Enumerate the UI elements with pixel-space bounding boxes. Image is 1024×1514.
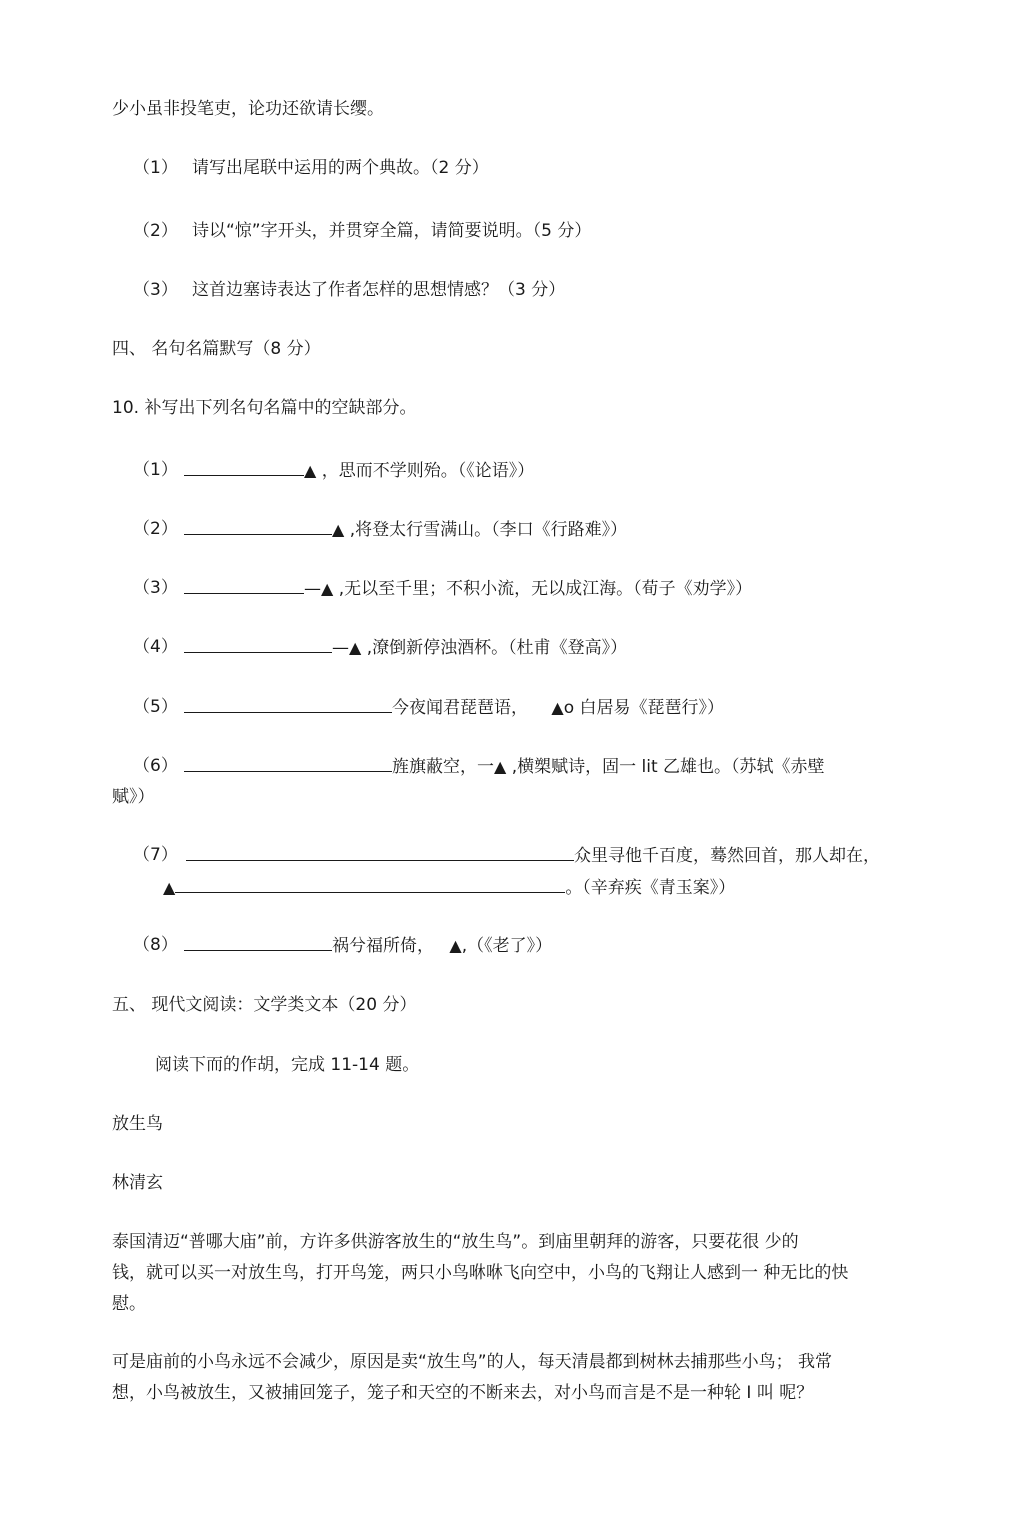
fill-7-text: 众里寻他千百度，蓦然回首，那人却在，: [574, 846, 880, 866]
question-2-text: 诗以“惊”字开头，并贯穿全篇，请简要说明。（5 分）: [192, 221, 592, 241]
question-3-text: 这首边塞诗表达了作者怎样的思想情感？（3 分）: [192, 280, 566, 300]
fill-2-blank[interactable]: [184, 518, 332, 535]
fill-4-marker: ▲: [349, 638, 362, 657]
fill-1-number: （1）: [133, 460, 178, 480]
article-author: 林清玄: [112, 1173, 163, 1193]
fill-8-line: [184, 934, 552, 957]
fill-3-marker: ▲: [321, 579, 334, 598]
fill-5-number: （5）: [133, 697, 178, 717]
fill-6-number: （6）: [133, 756, 178, 776]
fill-4-blank[interactable]: [184, 636, 332, 653]
fill-4-text: ,潦倒新停浊酒杯。（杜甫《登高》）: [366, 638, 628, 658]
fill-8-number: （8）: [133, 935, 178, 955]
fill-5-marker: ▲: [551, 698, 564, 717]
fill-1-marker: ▲: [304, 461, 317, 480]
paragraph-2-line-2: 想，小鸟被放生，又被捕回笼子，笼子和天空的不断来去，对小鸟而言是不是一种轮 I 叫 呢？: [112, 1383, 814, 1403]
fill-6-marker: ▲: [494, 757, 507, 776]
fill-6-text: 旌旗蔽空，一: [392, 757, 494, 777]
fill-4-line: [184, 636, 627, 659]
question-10-heading: 10. 补写出下列名句名篇中的空缺部分。: [112, 398, 417, 418]
paragraph-2-line-1: 可是庙前的小鸟永远不会减少，原因是卖“放生鸟”的人，每天清晨都到树林去捕那些小鸟； 我常: [112, 1352, 833, 1372]
fill-6-source: ,横槊赋诗，固一 lit 乙雄也。（苏轼《赤壁: [511, 757, 825, 777]
fill-2-line: [184, 518, 627, 541]
fill-7-blank-1[interactable]: [186, 844, 574, 861]
fill-3-dash: —: [304, 579, 321, 599]
fill-5-blank[interactable]: [184, 696, 392, 713]
paragraph-1-line-1: 泰国清迈“普哪大庙”前，方许多供游客放生的“放生鸟”。到庙里朝拜的游客，只要花很 少的: [112, 1232, 799, 1252]
fill-7-number: （7）: [133, 845, 178, 865]
section-4-heading: 四、 名句名篇默写（8 分）: [112, 339, 321, 359]
fill-3-blank[interactable]: [184, 577, 304, 594]
question-1-text: 请写出尾联中运用的两个典故。（2 分）: [192, 158, 489, 178]
fill-8-blank[interactable]: [184, 934, 332, 951]
article-paragraph-2: [112, 1347, 902, 1409]
fill-8-text: 祸兮福所倚，: [332, 936, 434, 956]
fill-7-line: [186, 844, 880, 867]
fill-8-marker: ▲: [449, 936, 462, 955]
fill-1-line: [184, 459, 534, 482]
fill-2-text: ,将登太行雪满山。（李口《行路难》）: [349, 520, 628, 540]
fill-4-dash: —: [332, 638, 349, 658]
article-title: 放生鸟: [112, 1114, 163, 1134]
question-1-number: （1）: [133, 158, 178, 178]
fill-7-blank-2[interactable]: [175, 876, 565, 893]
fill-5-source: o 白居易《琵琶行》）: [563, 698, 725, 718]
section-5-heading: 五、 现代文阅读：文学类文本（20 分）: [112, 995, 417, 1015]
fill-7-source: 。（辛弃疾《青玉案》）: [565, 878, 736, 898]
fill-1-text: ，思而不学则殆。（《论语》）: [321, 461, 535, 481]
fill-3-text: ,无以至千里；不积小流，无以成江海。（荀子《劝学》）: [338, 579, 753, 599]
question-2-number: （2）: [133, 221, 178, 241]
fill-6-blank[interactable]: [184, 755, 392, 772]
paragraph-1-line-3: 慰。: [112, 1294, 146, 1314]
fill-3-number: （3）: [133, 578, 178, 598]
fill-5-line: [184, 696, 724, 719]
fill-4-number: （4）: [133, 637, 178, 657]
poem-last-line: 少小虽非投笔吏，论功还欲请长缨。: [112, 99, 384, 119]
fill-3-line: [184, 577, 752, 600]
reading-instruction: 阅读下而的作胡，完成 11-14 题。: [155, 1055, 420, 1075]
fill-8-source: ,（《老了》）: [461, 936, 553, 956]
paragraph-1-line-2: 钱，就可以买一对放生鸟，打开鸟笼，两只小鸟咻咻飞向空中，小鸟的飞翔让人感到一 种无比的快: [112, 1263, 849, 1283]
fill-2-marker: ▲: [332, 520, 345, 539]
article-paragraph-1: [112, 1227, 902, 1320]
fill-1-blank[interactable]: [184, 459, 304, 476]
fill-2-number: （2）: [133, 519, 178, 539]
fill-7-marker: ▲: [163, 878, 176, 897]
fill-6-continuation: 赋》）: [112, 787, 155, 807]
fill-7-line-2: [163, 876, 735, 899]
fill-5-text: 今夜闻君琵琶语，: [392, 698, 528, 718]
fill-6-line: [184, 755, 825, 778]
question-3-number: （3）: [133, 280, 178, 300]
